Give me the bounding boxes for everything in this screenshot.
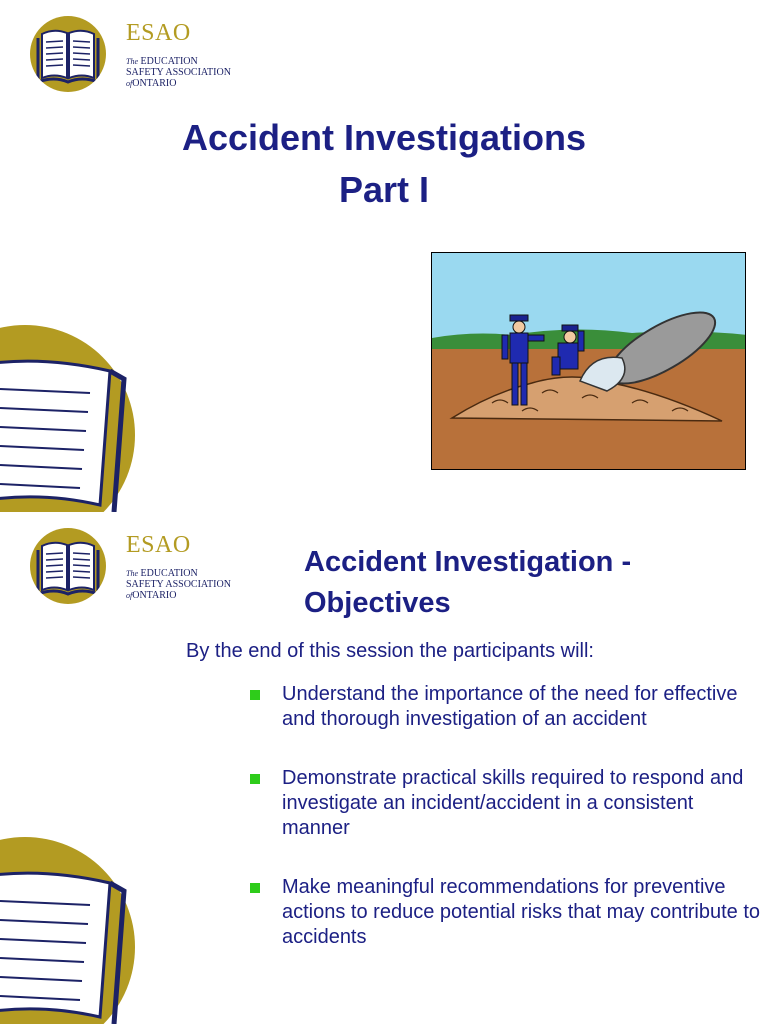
logo-name: ESAO	[126, 532, 191, 558]
open-book-icon	[0, 817, 140, 1024]
square-bullet-icon	[250, 774, 260, 784]
logo-name: ESAO	[126, 20, 191, 46]
objectives-heading	[304, 542, 744, 624]
title-line-1: Accident Investigation -	[304, 546, 632, 578]
objectives-list	[248, 682, 763, 950]
intro-text: By the end of this session the participants will:	[186, 640, 594, 662]
accident-scene-illustration	[431, 252, 746, 470]
logo-line-1: The EDUCATION	[126, 568, 198, 579]
esao-logo	[30, 528, 230, 608]
title-line-2: Objectives	[304, 587, 451, 619]
list-item	[248, 682, 763, 732]
logo-line-3: ofONTARIO	[126, 78, 177, 89]
bullet-text: Understand the importance of the need for effective and thorough investigation of an accident	[282, 683, 738, 730]
list-item	[248, 766, 763, 841]
esao-logo	[30, 16, 230, 96]
title-line-1: Accident Investigations	[181, 117, 587, 158]
square-bullet-icon	[250, 883, 260, 893]
logo-line-1: The EDUCATION	[126, 56, 198, 67]
bullet-text: Make meaningful recommendations for preventive actions to reduce potential risks that may contribute to accidents	[282, 876, 761, 948]
open-book-icon	[0, 305, 140, 512]
open-book-icon	[30, 528, 106, 604]
logo-line-2: SAFETY ASSOCIATION	[126, 579, 231, 590]
square-bullet-icon	[250, 690, 260, 700]
logo-line-2: SAFETY ASSOCIATION	[126, 67, 231, 78]
open-book-icon	[30, 16, 106, 92]
list-item	[248, 875, 763, 950]
title-line-2: Part I	[338, 169, 430, 210]
logo-line-3: ofONTARIO	[126, 590, 177, 601]
bullet-text: Demonstrate practical skills required to respond and investigate an incident/accident in a consistent manner	[282, 767, 744, 839]
slide-objectives	[0, 512, 768, 1024]
slide-title-heading	[0, 112, 768, 216]
